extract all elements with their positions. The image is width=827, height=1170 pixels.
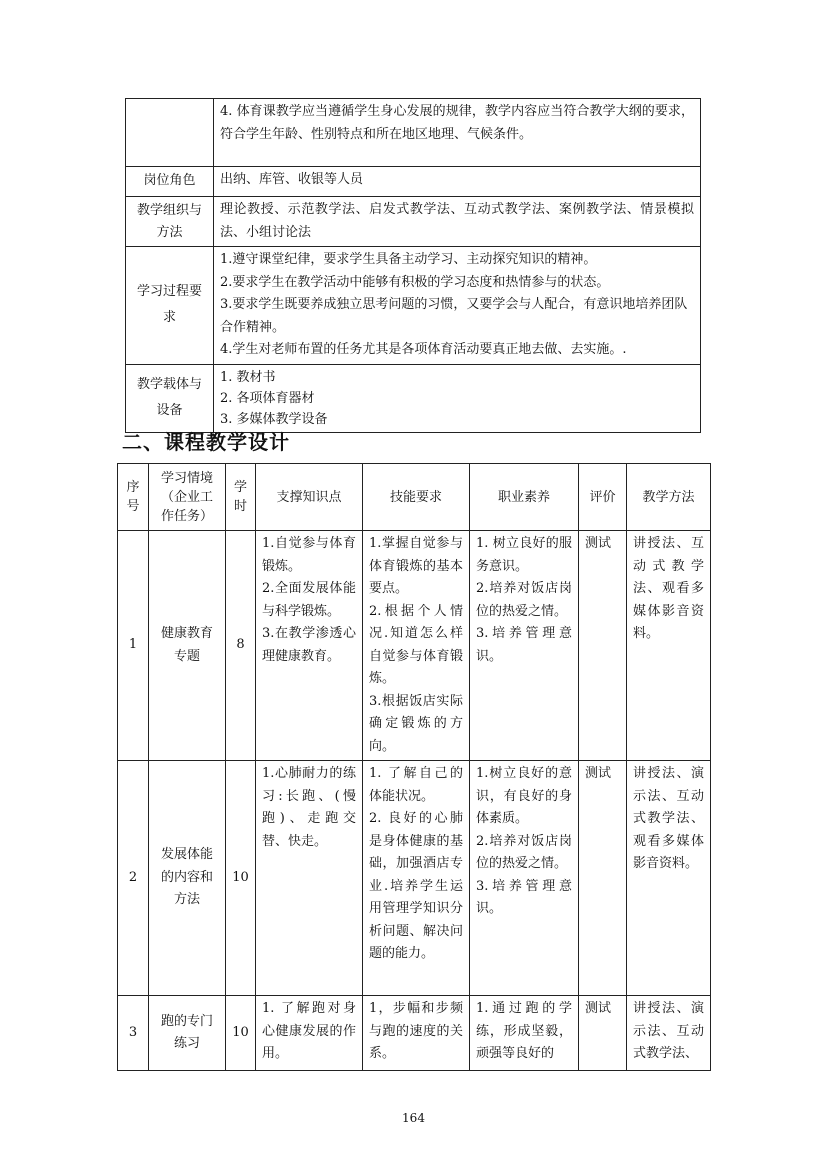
header-cell: 评价: [579, 464, 627, 531]
quality-item: 3.培养管理意识。: [476, 878, 572, 916]
content-line: 3. 多媒体教学设备: [220, 411, 328, 427]
intro-label-cell: [126, 99, 214, 167]
content-line: 2. 各项体育器材: [220, 390, 315, 406]
header-cell: 职业素养: [470, 464, 579, 531]
row-label: 岗位角色: [126, 167, 214, 197]
content-line: 1.遵守课堂纪律，要求学生具备主动学习、主动探究知识的精神。: [220, 252, 597, 267]
header-cell: 教学方法: [627, 464, 711, 531]
page-number: 164: [402, 1111, 425, 1125]
info-row: [126, 197, 701, 247]
header-cell: 支撑知识点: [256, 464, 363, 531]
table-row: [118, 996, 711, 1071]
header-row: [118, 464, 711, 531]
quality-item: 1. 树立良好的服务意识。: [476, 536, 572, 574]
row-content: [214, 167, 701, 197]
hours-cell: 10: [226, 996, 256, 1071]
knowledge-item: 1.自觉参与体育锻炼。: [262, 536, 356, 574]
content-line: 4.学生对老师布置的任务尤其是各项体育活动要真正地去做、去实施。.: [220, 342, 627, 357]
info-row: [126, 364, 701, 432]
quality-cell: [470, 761, 579, 996]
skills-cell: [363, 996, 470, 1071]
row-content: [214, 364, 701, 432]
hours-cell: 10: [226, 761, 256, 996]
header-cell: 学时: [226, 464, 256, 531]
skill-item: 1.掌握自觉参与体育锻炼的基本要点。: [369, 536, 463, 596]
header-cell: 学习情境（企业工作任务）: [149, 464, 226, 531]
knowledge-cell: [256, 531, 363, 761]
skills-cell: [363, 531, 470, 761]
row-number: 1: [118, 531, 149, 761]
skill-item: 1. 了解自己的体能状况。: [369, 766, 463, 804]
skill-item: 3.根据饭店实际确定锻炼的方向。: [369, 693, 463, 754]
table-row: [118, 531, 711, 761]
knowledge-cell: [256, 996, 363, 1071]
skill-item: 2. 良好的心肺是身体健康的基础，加强酒店专业.培养学生运用管理学知识分析问题、解决问题的能力。: [369, 811, 463, 961]
situation-cell: 健康教育专题: [149, 531, 226, 761]
eval-cell: 测试: [579, 761, 627, 996]
content-line: 1. 教材书: [220, 369, 276, 385]
info-row: [126, 247, 701, 365]
info-row: [126, 167, 701, 197]
course-info-table: [125, 98, 701, 433]
row-number: 3: [118, 996, 149, 1071]
content-line: 3.要求学生既要养成独立思考问题的习惯，又要学会与人配合，有意识地培养团队合作精神。: [220, 297, 688, 335]
row-label: 学习过程要求: [126, 247, 214, 365]
row-content: [214, 197, 701, 247]
quality-cell: [470, 996, 579, 1071]
quality-cell: [470, 531, 579, 761]
content-line: 出纳、库管、收银等人员: [220, 172, 364, 187]
method-cell: 讲授法、互动式教学法、观看多媒体影音资料。: [627, 531, 711, 761]
knowledge-item: 2.全面发展体能与科学锻炼。: [262, 581, 356, 619]
intro-item: 4. 体育课教学应当遵循学生身心发展的规律，教学内容应当符合教学大纲的要求，符合学生年龄、性别特点和所在地区地理、气候条件。: [214, 99, 701, 167]
header-cell: 序号: [118, 464, 149, 531]
row-number: 2: [118, 761, 149, 996]
skills-cell: [363, 761, 470, 996]
course-design-table: [117, 463, 711, 1071]
eval-cell: 测试: [579, 531, 627, 761]
knowledge-item: 3.在教学渗透心理健康教育。: [262, 626, 356, 664]
skill-item: 2.根据个人情况.知道怎么样自觉参与体育锻炼。: [369, 603, 463, 686]
situation-cell: 跑的专门练习: [149, 996, 226, 1071]
content-line: 2.要求学生在教学活动中能够有积极的学习态度和热情参与的状态。: [220, 274, 610, 290]
quality-item: 1.树立良好的意识，有良好的身体素质。: [476, 766, 572, 826]
content-line: 理论教授、示范教学法、启发式教学法、互动式教学法、案例教学法、情景模拟法、小组讨论法: [220, 202, 694, 240]
quality-item: 3.培养管理意识。: [476, 626, 572, 664]
intro-row: [126, 99, 701, 167]
row-content: [214, 247, 701, 365]
skill-item: 1，步幅和步频与跑的速度的关系。: [369, 1001, 463, 1061]
row-label: 教学载体与设备: [126, 364, 214, 432]
quality-item: 2.培养对饭店岗位的热爱之情。: [476, 833, 572, 871]
knowledge-cell: [256, 761, 363, 996]
knowledge-item: 1. 了解跑对身心健康发展的作用。: [262, 1001, 356, 1061]
situation-cell: 发展体能的内容和方法: [149, 761, 226, 996]
quality-item: 2.培养对饭店岗位的热爱之情。: [476, 581, 572, 619]
quality-item: 1.通过跑的学练，形成坚毅，顽强等良好的: [476, 1001, 572, 1061]
hours-cell: 8: [226, 531, 256, 761]
section-title: 二、课程教学设计: [122, 430, 290, 454]
method-cell: 讲授法、演示法、互动式教学法、观看多媒体影音资料。: [627, 761, 711, 996]
method-cell: 讲授法、演示法、互动式教学法、: [627, 996, 711, 1071]
row-label: 教学组织与方法: [126, 197, 214, 247]
table-row: [118, 761, 711, 996]
eval-cell: 测试: [579, 996, 627, 1071]
knowledge-item: 1.心肺耐力的练习:长跑、(慢跑)、走跑交替、快走。: [262, 766, 356, 849]
header-cell: 技能要求: [363, 464, 470, 531]
